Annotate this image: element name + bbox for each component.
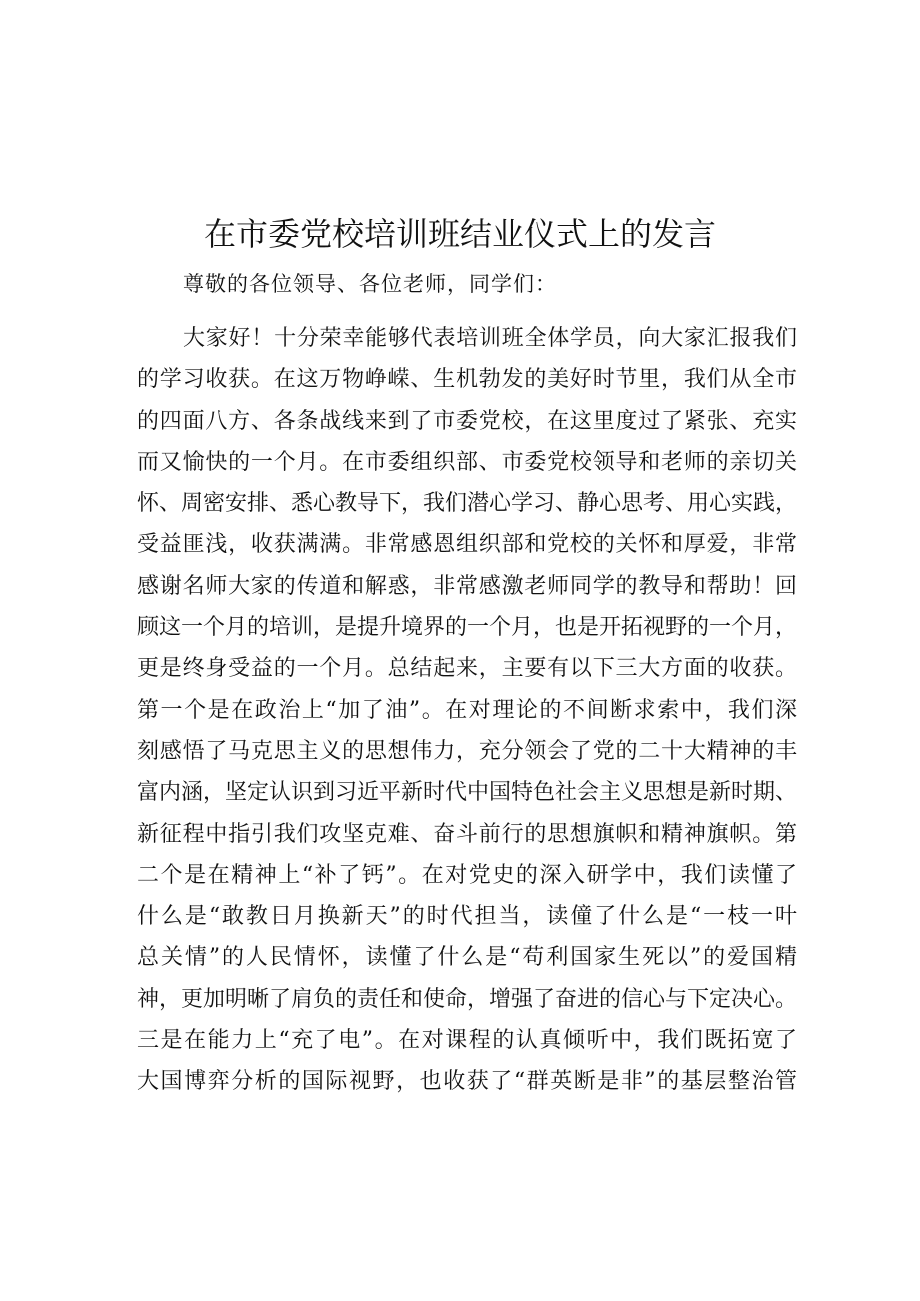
text-line: 新征程中指引我们攻坚克难、奋斗前行的思想旗帜和精神旗帜。第 bbox=[137, 821, 797, 847]
text-line: 总关情”的人民情怀，读懂了什么是“苟利国家生死以”的爱国精 bbox=[137, 945, 797, 971]
text-line: 二个是在精神上“补了钙”。在对党史的深入研学中，我们读懂了 bbox=[137, 862, 797, 888]
body-paragraph bbox=[137, 318, 797, 1103]
text-line: 三是在能力上“充了电”。在对课程的认真倾听中，我们既拓宽了 bbox=[137, 1028, 797, 1054]
text-line: 的学习收获。在这万物峥嵘、生机勃发的美好时节里，我们从全市 bbox=[137, 367, 797, 393]
text-line: 感谢名师大家的传道和解惑，非常感激老师同学的教导和帮助！回 bbox=[137, 573, 797, 599]
text-line: 第一个是在政治上“加了油”。在对理论的不间断求索中，我们深 bbox=[137, 697, 797, 723]
text-line: 顾这一个月的培训，是提升境界的一个月，也是开拓视野的一个月， bbox=[137, 615, 797, 641]
salutation: 尊敬的各位领导、各位老师，同学们： bbox=[183, 272, 557, 296]
text-line: 的四面八方、各条战线来到了市委党校，在这里度过了紧张、充实 bbox=[137, 408, 797, 434]
text-line: 而又愉快的一个月。在市委组织部、市委党校领导和老师的亲切关 bbox=[137, 449, 797, 475]
text-line: 更是终身受益的一个月。总结起来，主要有以下三大方面的收获。 bbox=[137, 656, 797, 682]
document-title: 在市委党校培训班结业仪式上的发言 bbox=[203, 215, 716, 253]
text-line: 刻感悟了马克思主义的思想伟力，充分领会了党的二十大精神的丰 bbox=[137, 738, 797, 764]
text-line: 什么是“敢教日月换新天”的时代担当，读僮了什么是“一枝一叶 bbox=[137, 904, 797, 930]
text-line: 富内涵，坚定认识到习近平新时代中国特色社会主义思想是新时期、 bbox=[137, 780, 797, 806]
text-line: 神，更加明晰了肩负的责任和使命，增强了奋进的信心与下定决心。 bbox=[137, 986, 797, 1012]
text-line: 大家好！十分荣幸能够代表培训班全体学员，向大家汇报我们 bbox=[183, 326, 797, 351]
text-line: 怀、周密安排、悉心教导下，我们潜心学习、静心思考、用心实践， bbox=[137, 491, 797, 517]
text-line: 受益匪浅，收获满满。非常感恩组织部和党校的关怀和厚爱，非常 bbox=[137, 532, 797, 558]
text-line: 大国博弈分析的国际视野，也收获了“群英断是非”的基层整治管 bbox=[137, 1069, 797, 1095]
